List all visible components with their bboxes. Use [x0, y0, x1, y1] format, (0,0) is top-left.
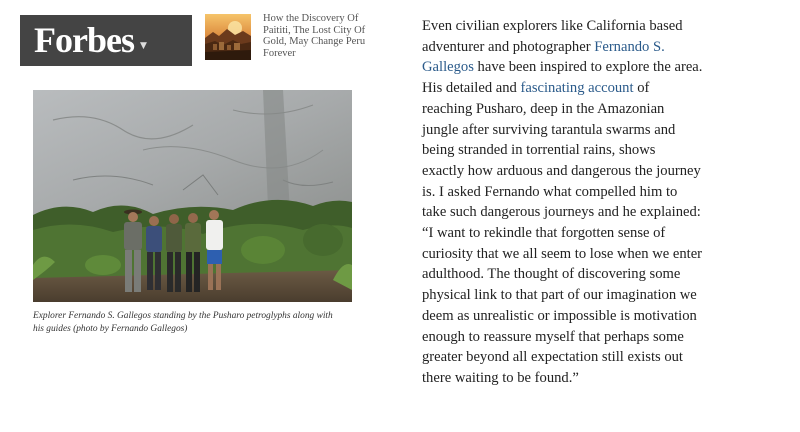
article-line	[422, 202, 754, 223]
ruins-sunset-thumbnail[interactable]	[205, 14, 251, 60]
photo-caption-line: Explorer Fernando S. Gallegos standing by the Pusharo petroglyphs along with	[33, 311, 333, 321]
related-story-title-line: Gold, May Change Peru	[263, 36, 366, 48]
article-line	[422, 223, 754, 244]
article-line	[422, 78, 754, 99]
article-text: take such dangerous journeys and he explained:	[422, 204, 701, 221]
article-text: have been inspired to explore the area.	[473, 59, 703, 76]
photo-caption	[33, 310, 363, 336]
article-line	[422, 182, 754, 203]
photo-caption-line: his guides (photo by Fernando Gallegos)	[33, 324, 188, 334]
article-line	[422, 16, 754, 37]
article-text: is. I asked Fernando what compelled him to	[422, 183, 678, 200]
related-story-link[interactable]	[263, 13, 383, 59]
article-line	[422, 120, 754, 141]
related-story-title-line: Paititi, The Lost City Of	[263, 24, 366, 36]
article-line	[422, 285, 754, 306]
article-text: there waiting to be found.”	[422, 369, 579, 386]
article-line	[422, 347, 754, 368]
article-text: physical link to that part of our imagination we	[422, 287, 697, 304]
article-text: being stranded in torrential rains, shows	[422, 142, 656, 159]
article-text: reaching Pusharo, deep in the Amazonian	[422, 100, 665, 117]
article-text: exactly how arduous and dangerous the journey	[422, 162, 701, 179]
related-story-title-line: How the Discovery Of	[263, 13, 359, 24]
forbes-wordmark: Forbes	[34, 19, 134, 60]
article-line	[422, 264, 754, 285]
article-text: greater beyond all expectation still exists out	[422, 349, 683, 366]
article-text: adventurer and photographer	[422, 38, 595, 55]
article-text: Even civilian explorers like California based	[422, 18, 683, 34]
article-line	[422, 99, 754, 120]
article-text: “I want to rekindle that forgotten sense of	[422, 225, 666, 242]
article-link[interactable]: fascinating account	[520, 80, 634, 97]
article-text: deem as unrealistic or impossible is motivation	[422, 307, 697, 324]
caret-down-icon: ▼	[139, 40, 147, 51]
forbes-logo[interactable]	[20, 15, 192, 66]
article-text: curiosity that we all seem to lose when we enter	[422, 245, 703, 262]
ruins-sunset-image	[205, 14, 251, 60]
explorers-at-pusharo-petroglyphs-photo	[33, 90, 352, 302]
article-line	[422, 37, 754, 58]
article-body	[422, 16, 754, 389]
article-link[interactable]: Gallegos	[422, 59, 474, 76]
article-line	[422, 327, 754, 348]
article-text: jungle after surviving tarantula swarms and	[422, 121, 676, 138]
article-text: His detailed and	[422, 80, 521, 97]
article-line	[422, 140, 754, 161]
article-link[interactable]: Fernando S.	[594, 38, 665, 55]
article-line	[422, 57, 754, 78]
article-line	[422, 306, 754, 327]
article-line	[422, 368, 754, 389]
article-text: enough to reassure myself that perhaps some	[422, 328, 684, 345]
article-text: adulthood. The thought of discovering some	[422, 266, 681, 283]
article-text: of	[633, 80, 650, 97]
article-line	[422, 161, 754, 182]
article-line	[422, 244, 754, 265]
related-story-title-line: Forever	[263, 47, 296, 59]
